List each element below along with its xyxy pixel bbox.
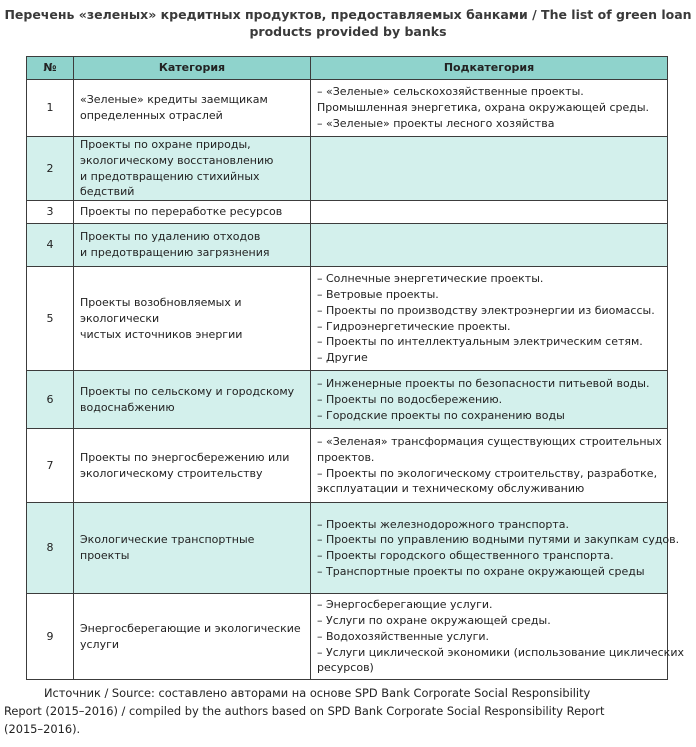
category-line: экологическому восстановлению: [80, 153, 274, 167]
row-number: 3: [27, 201, 74, 224]
table-header-row: [27, 57, 668, 80]
subcategory-line: – Услуги циклической экономики (использование циклических: [317, 645, 684, 659]
row-category: [74, 137, 311, 201]
subcategory-line: – Проекты городского общественного транспорта.: [317, 549, 614, 563]
subcategory-line: – Водохозяйственные услуги.: [317, 629, 490, 643]
row-subcategory: [311, 201, 668, 224]
subcategory-line: – «Зеленая» трансформация существующих строительных: [317, 435, 662, 449]
row-category: [74, 224, 311, 267]
source-line-3: (2015–2016).: [4, 722, 81, 736]
subcategory-line: – Ветровые проекты.: [317, 288, 439, 302]
row-category: [74, 371, 311, 429]
category-line: Проекты по сельскому и городскому: [80, 384, 295, 398]
source-line-2: Report (2015–2016) / compiled by the authors based on SPD Bank Corporate Social Responsibility Report: [4, 704, 605, 718]
category-line: Экологические транспортные проекты: [80, 533, 255, 563]
subcategory-line: – Проекты по управлению водными путями и закупкам судов.: [317, 533, 680, 547]
source-note: [4, 684, 694, 738]
header-subcategory: Подкатегория: [311, 57, 668, 80]
subcategory-line: – Проекты по производству электроэнергии из биомассы.: [317, 303, 655, 317]
row-category: [74, 80, 311, 137]
table-body: [27, 80, 684, 680]
table-title-line-1: Перечень «зеленых» кредитных продуктов, предоставляемых банками / The list of green loan: [4, 7, 692, 22]
category-line: и предотвращению загрязнения: [80, 246, 270, 260]
subcategory-line: – Городские проекты по сохранению воды: [317, 408, 565, 422]
green-loan-table: [26, 56, 684, 680]
row-number: 6: [27, 371, 74, 429]
row-category: [74, 503, 311, 594]
subcategory-line: – Проекты по интеллектуальным электрическим сетям.: [317, 335, 643, 349]
table-title-line-2: products provided by banks: [249, 24, 447, 39]
row-category: [74, 594, 311, 680]
table-row: [27, 201, 668, 224]
subcategory-line: – Инженерные проекты по безопасности питьевой воды.: [317, 376, 650, 390]
row-subcategory: [311, 429, 668, 503]
table-row: [27, 80, 668, 137]
row-number: 8: [27, 503, 74, 594]
subcategory-line: – Проекты железнодорожного транспорта.: [317, 517, 570, 531]
category-line: определенных отраслей: [80, 109, 223, 122]
table-row: [27, 371, 668, 429]
subcategory-line: – «Зеленые» проекты лесного хозяйства: [317, 116, 555, 130]
table-row: [27, 137, 668, 201]
table-row: [27, 267, 668, 371]
subcategory-line: – Солнечные энергетические проекты.: [317, 272, 544, 286]
row-number: 7: [27, 429, 74, 503]
subcategory-line: проектов.: [317, 450, 375, 464]
category-line: Проекты по охране природы,: [80, 138, 251, 151]
category-line: услуги: [80, 637, 120, 651]
row-number: 1: [27, 80, 74, 137]
header-category: Категория: [74, 57, 311, 80]
table-row: [27, 224, 668, 267]
row-subcategory: [311, 267, 668, 371]
row-subcategory: [311, 503, 680, 594]
subcategory-line: Промышленная энергетика, охрана окружающей среды.: [317, 101, 650, 115]
category-line: чистых источников энергии: [80, 327, 243, 341]
table-row: [27, 503, 668, 594]
category-line: водоснабжению: [80, 400, 175, 414]
row-subcategory: [311, 224, 668, 267]
row-category: [74, 429, 311, 503]
subcategory-line: – Услуги по охране окружающей среды.: [317, 613, 551, 627]
row-category: [74, 267, 311, 371]
category-line: «Зеленые» кредиты заемщикам: [80, 93, 268, 107]
subcategory-line: – Проекты по экологическому строительству, разработке,: [317, 466, 658, 480]
subcategory-line: – Гидроэнергетические проекты.: [317, 319, 511, 333]
subcategory-line: эксплуатации и техническому обслуживанию: [317, 482, 585, 496]
category-line: Проекты по удалению отходов: [80, 230, 261, 244]
category-line: экологическому строительству: [80, 466, 263, 480]
table-title: [0, 6, 696, 40]
row-number: 9: [27, 594, 74, 680]
category-line: Проекты по энергосбережению или: [80, 450, 290, 464]
row-number: 2: [27, 137, 74, 201]
row-number: 5: [27, 267, 74, 371]
category-line: Проекты возобновляемых и экологически: [80, 295, 242, 325]
table-row: [27, 594, 668, 680]
source-line-1: Источник / Source: составлено авторами на основе SPD Bank Corporate Social Responsibility: [44, 686, 591, 700]
subcategory-line: – Другие: [317, 351, 368, 365]
row-subcategory: [311, 371, 668, 429]
subcategory-line: ресурсов): [317, 661, 374, 675]
row-subcategory: [311, 137, 668, 201]
row-subcategory: [311, 594, 684, 680]
row-category: [74, 201, 311, 224]
row-number: 4: [27, 224, 74, 267]
subcategory-line: – Энергосберегающие услуги.: [317, 598, 493, 612]
category-line: Энергосберегающие и экологические: [80, 621, 301, 635]
header-number: №: [27, 57, 74, 80]
row-subcategory: [311, 80, 668, 137]
subcategory-line: – Проекты по водосбережению.: [317, 392, 503, 406]
table-row: [27, 429, 668, 503]
subcategory-line: – «Зеленые» сельскохозяйственные проекты.: [317, 85, 584, 99]
subcategory-line: – Транспортные проекты по охране окружающей среды: [317, 564, 645, 578]
category-line: Проекты по переработке ресурсов: [80, 205, 283, 219]
category-line: и предотвращению стихийных бедствий: [80, 169, 260, 199]
